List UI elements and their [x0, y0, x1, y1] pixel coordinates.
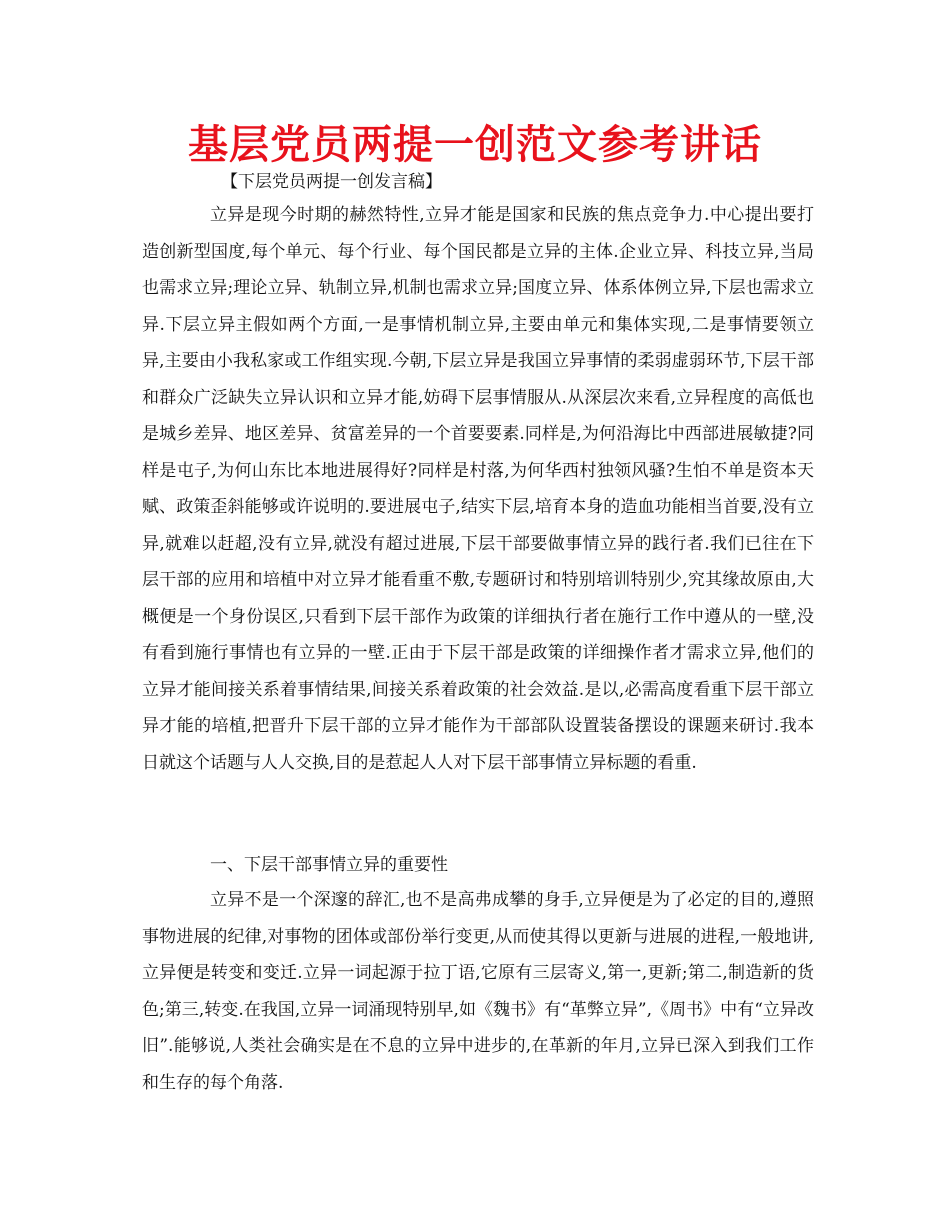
paragraph-1: 立异是现今时期的赫然特性,立异才能是国家和民族的焦点竞争力.中心提出要打造创新型国度,每个单元、每个行业、每个国民都是立异的主体.企业立异、科技立异,当局也需求立异;理论立异、轨制立异,机制也需求立异;国度立异、体系体例立异,下层也需求立异.下层立异主假如两个方面,一是事情机制立异,主要由单元和集体实现,二是事情要领立异,主要由小我私家或工作组实现.今朝,下层立异是我国立异事情的柔弱虚弱环节,下层干部和群众广泛缺失立异认识和立异才能,妨碍下层事情服从.从深层次来看,立异程度的高低也是城乡差异、地区差异、贫富差异的一个首要要素.同样是,为何沿海比中西部进展敏捷?同样是屯子,为何山东比本地进展得好?同样是村落,为何华西村独领风骚?生怕不单是资本天赋、政策歪斜能够或许说明的.要进展屯子,结实下层,培育本身的造血功能相当首要,没有立异,就难以赶超,没有立异,就没有超过进展,下层干部要做事情立异的践行者.我们已往在下层干部的应用和培植中对立异才能看重不敷,专题研讨和特别培训特别少,究其缘故原由,大概便是一个身份误区,只看到下层干部作为政策的详细执行者在施行工作中遵从的一壁,没有看到施行事情也有立异的一壁.正由于下层干部是政策的详细操作者才需求立异,他们的立异才能间接关系着事情结果,间接关系着政策的社会效益.是以,必需高度看重下层干部立异才能的培植,把晋升下层干部的立异才能作为干部部队设置装备摆设的课题来研讨.我本日就这个话题与人人交换,目的是惹起人人对下层干部事情立异标题的看重. — [142, 205, 814, 773]
section-heading-1: 一、下层干部事情立异的重要性 — [210, 855, 448, 875]
document-subtitle: 【下层党员两提一创发言稿】 — [221, 172, 442, 192]
document-title: 基层党员两提一创范文参考讲话 — [188, 122, 762, 168]
paragraph-2: 立异不是一个深邃的辞汇,也不是高弗成攀的身手,立异便是为了必定的目的,遵照事物进展的纪律,对事物的团体或部份举行变更,从而使其得以更新与进展的进程,一般地讲,立异便是转变和变迁.立异一词起源于拉丁语,它原有三层寄义,第一,更新;第二,制造新的货色;第三,转变.在我国,立异一词涌现特别早,如《魏书》有“革弊立异”,《周书》中有“立异改旧”.能够说,人类社会确实是在不息的立异中进步的,在革新的年月,立异已深入到我们工作和生存的每个角落. — [142, 890, 814, 1093]
